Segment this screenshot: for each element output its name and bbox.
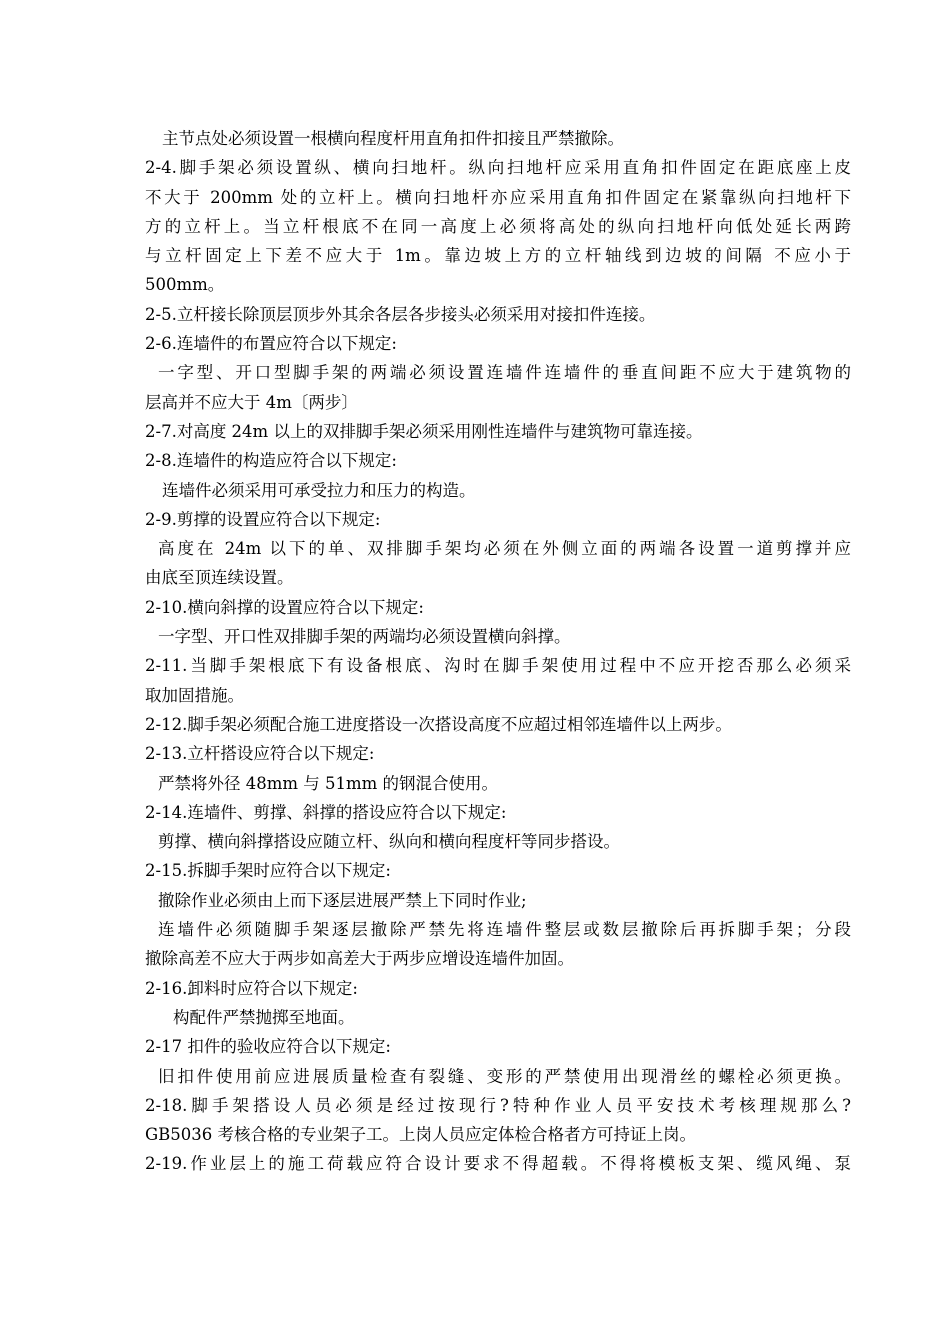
text-line: 2-5.立杆接长除顶层顶步外其余各层各步接头必须采用对接扣件连接。	[145, 304, 656, 324]
text-line: 剪撑、横向斜撑搭设应随立杆、纵向和横向程度杆等同步搭设。	[158, 832, 620, 852]
text-line: 连墙件必须随脚手架逐层撤除严禁先将连墙件整层或数层撤除后再拆脚手架；分段	[158, 920, 851, 940]
text-line: 不大于 200mm 处的立杆上。横向扫地杆亦应采用直角扣件固定在紧靠纵向扫地杆下	[145, 187, 851, 207]
text-line: 2-9.剪撑的设置应符合以下规定:	[145, 509, 381, 529]
text-line: 2-15.拆脚手架时应符合以下规定:	[145, 861, 391, 881]
text-line: 主节点处必须设置一根横向程度杆用直角扣件扣接且严禁撤除。	[162, 129, 624, 148]
text-line: 撤除作业必须由上而下逐层进展严禁上下同时作业;	[158, 890, 527, 910]
text-line: 高度在 24m 以下的单、双排脚手架均必须在外侧立面的两端各设置一道剪撑并应	[158, 539, 851, 559]
text-line: 2-4.脚手架必须设置纵、横向扫地杆。纵向扫地杆应采用直角扣件固定在距底座上皮	[145, 158, 851, 178]
text-line: 撤除高差不应大于两步如高差大于两步应增设连墙件加固。	[145, 949, 574, 969]
text-line: 2-16.卸料时应符合以下规定:	[145, 978, 358, 998]
text-line: 2-10.横向斜撑的设置应符合以下规定:	[145, 597, 424, 617]
text-line: 2-6.连墙件的布置应符合以下规定:	[145, 334, 397, 354]
text-line: 取加固措施。	[145, 685, 244, 705]
text-line: 构配件严禁抛掷至地面。	[173, 1007, 355, 1027]
text-line: 方的立杆上。当立杆根底不在同一高度上必须将高处的纵向扫地杆向低处延长两跨	[145, 216, 851, 236]
text-line: 一字型、开口型脚手架的两端必须设置连墙件连墙件的垂直间距不应大于建筑物的	[158, 363, 851, 383]
document-body	[145, 124, 851, 1179]
text-line: 2-12.脚手架必须配合施工进度搭设一次搭设高度不应超过相邻连墙件以上两步。	[145, 714, 732, 734]
text-line: 旧扣件使用前应进展质量检查有裂缝、变形的严禁使用出现滑丝的螺栓必须更换。	[158, 1066, 851, 1086]
text-line: 2-17 扣件的验收应符合以下规定:	[145, 1037, 391, 1057]
text-line: 2-19.作业层上的施工荷载应符合设计要求不得超载。不得将模板支架、缆风绳、泵	[145, 1154, 851, 1174]
text-line: 层高并不应大于 4m〔两步〕	[145, 392, 358, 412]
text-line: 2-14.连墙件、剪撑、斜撑的搭设应符合以下规定:	[145, 802, 507, 822]
text-line: 2-8.连墙件的构造应符合以下规定:	[145, 451, 397, 471]
text-line: 2-18.脚手架搭设人员必须是经过按现行?特种作业人员平安技术考核理规那么?	[145, 1095, 851, 1115]
text-line: 2-11.当脚手架根底下有设备根底、沟时在脚手架使用过程中不应开挖否那么必须采	[145, 656, 851, 676]
text-line: 500mm。	[145, 275, 225, 295]
text-line: 严禁将外径 48mm 与 51mm 的钢混合使用。	[158, 773, 499, 793]
text-line: 一字型、开口性双排脚手架的两端均必须设置横向斜撑。	[158, 627, 571, 647]
text-line: 由底至顶连续设置。	[145, 568, 294, 588]
text-line: 连墙件必须采用可承受拉力和压力的构造。	[162, 480, 476, 500]
text-line: 与立杆固定上下差不应大于 1m。靠边坡上方的立杆轴线到边坡的间隔 不应小于	[145, 246, 851, 266]
text-line: 2-7.对高度 24m 以上的双排脚手架必须采用刚性连墙件与建筑物可靠连接。	[145, 421, 703, 441]
text-line: GB5036 考核合格的专业架子工。上岗人员应定体检合格者方可持证上岗。	[145, 1125, 697, 1145]
text-line: 2-13.立杆搭设应符合以下规定:	[145, 744, 375, 764]
